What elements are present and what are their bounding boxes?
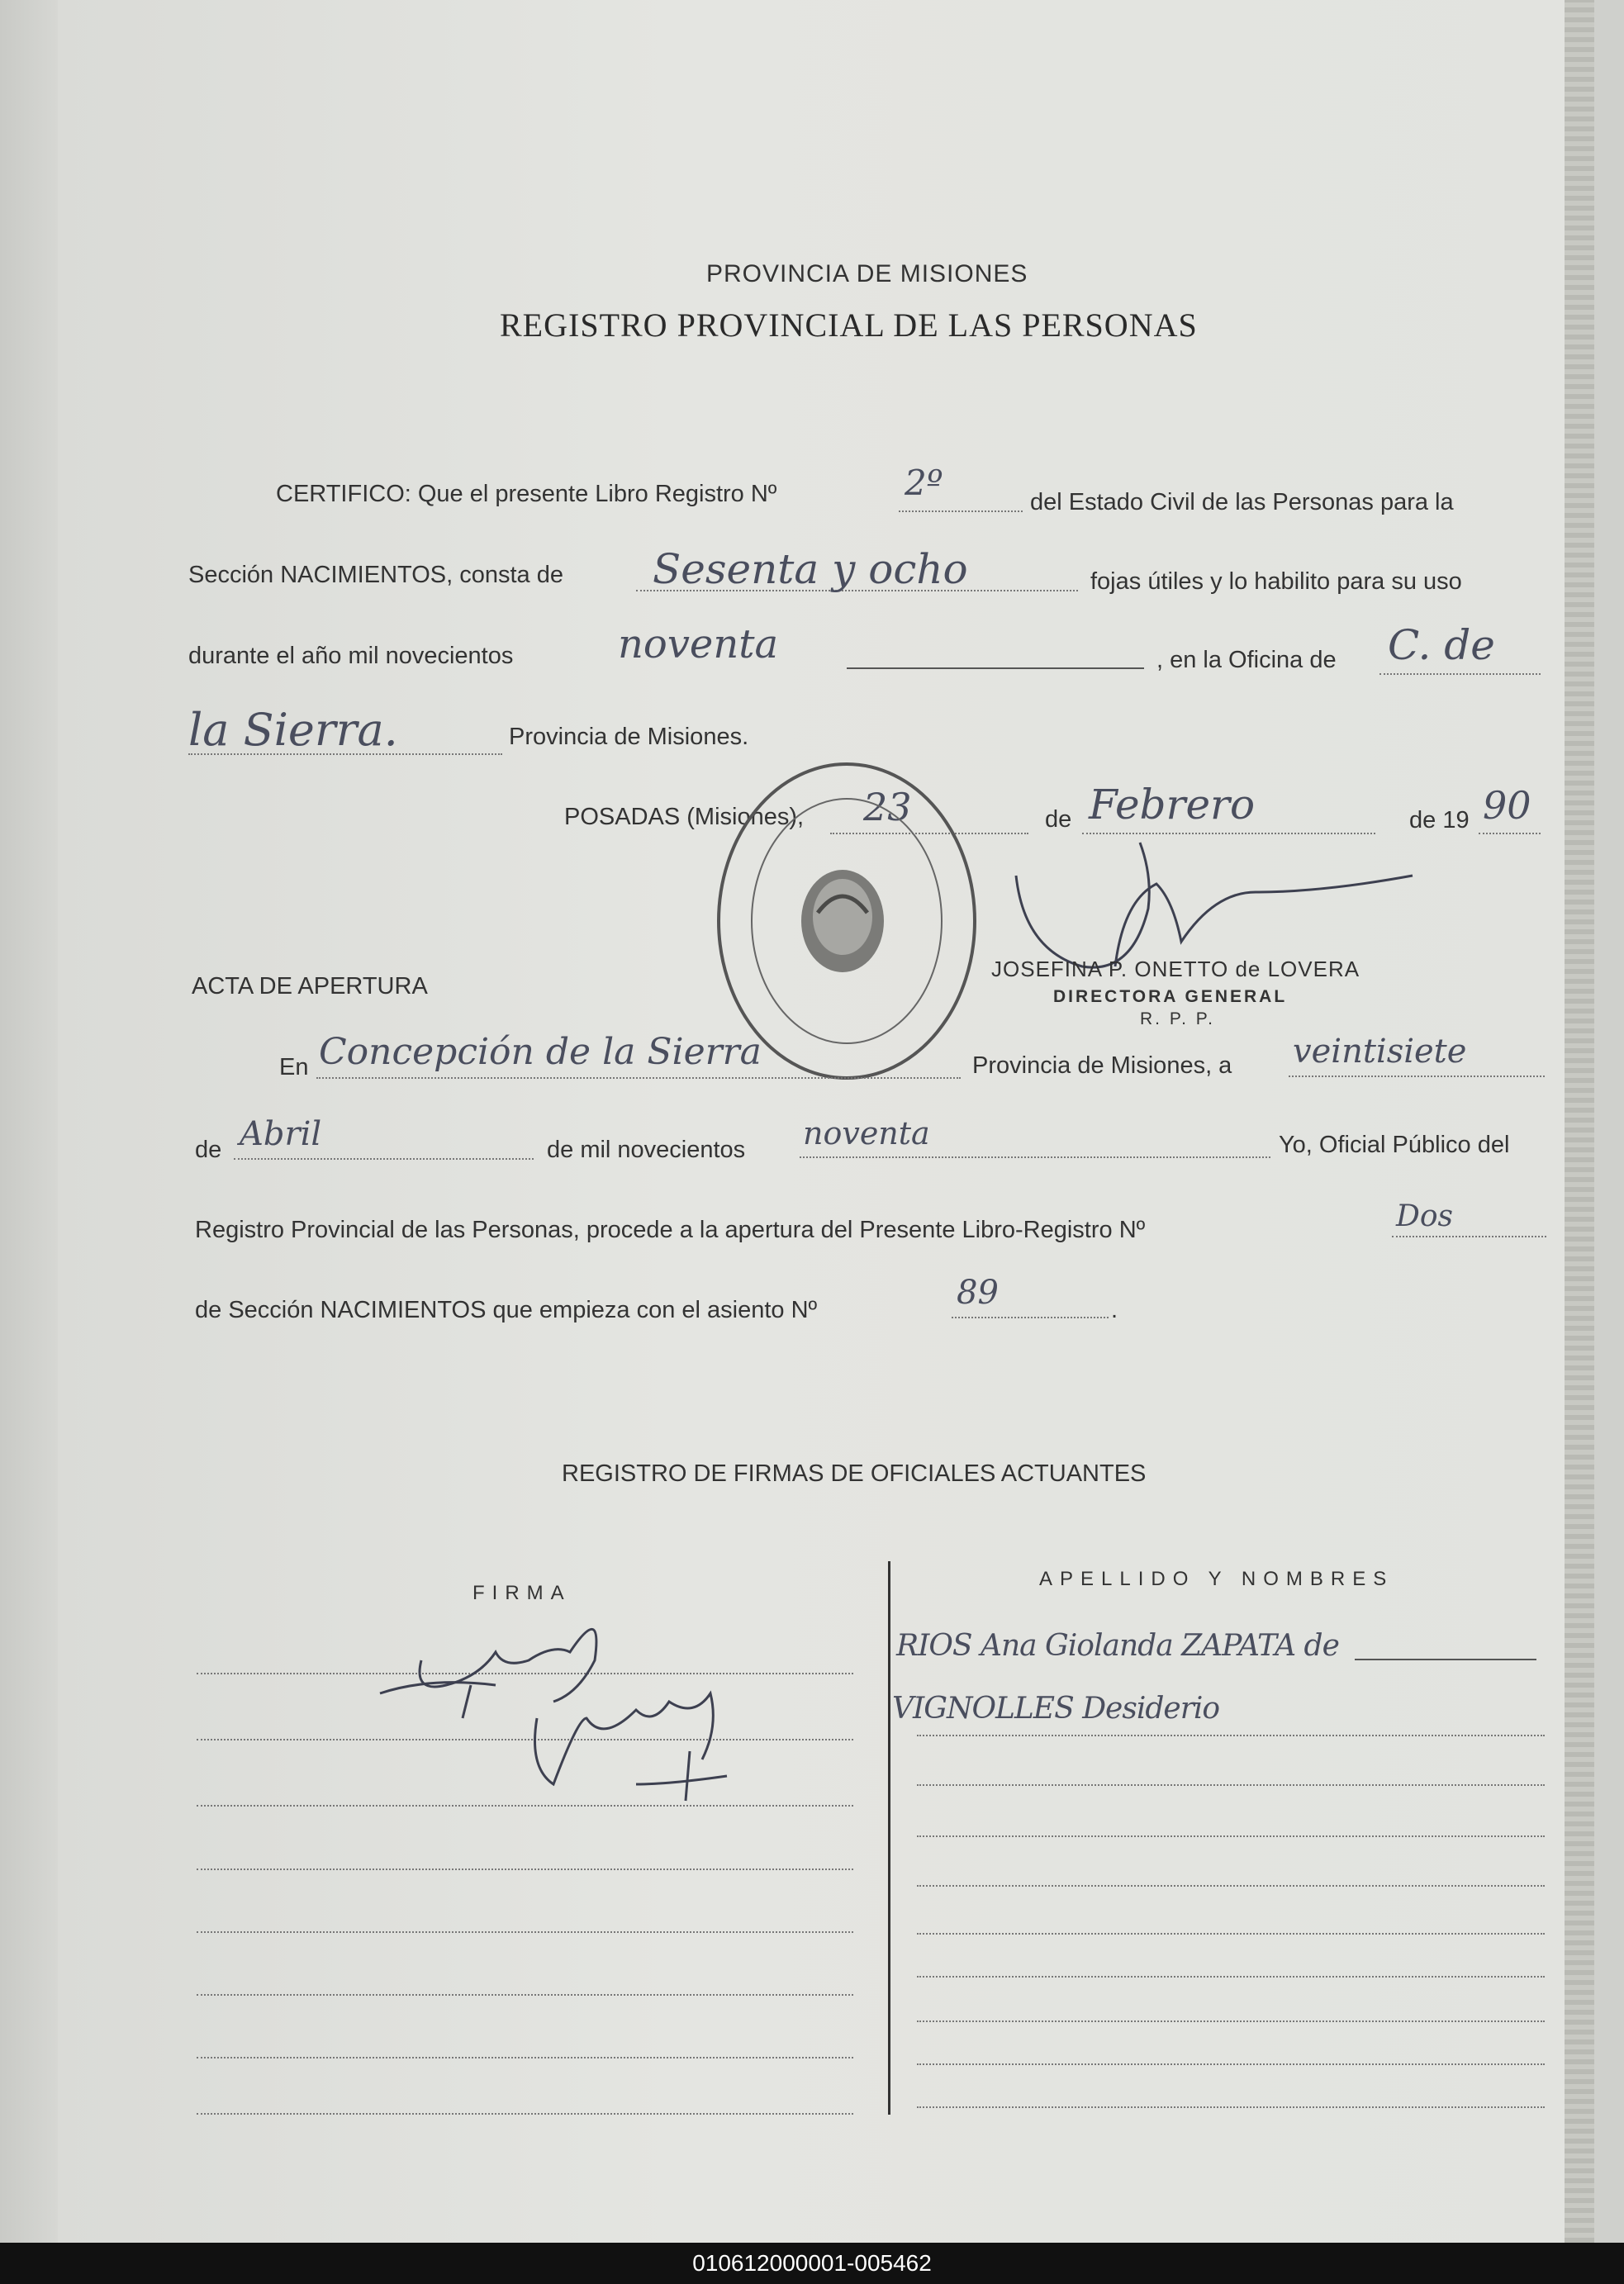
- column-divider: [888, 1561, 890, 2115]
- posadas-anio-line: [1479, 833, 1541, 834]
- anio-line: [847, 667, 1144, 669]
- acta-libro: Dos: [1396, 1199, 1454, 1233]
- oficina-value-2: la Sierra.: [188, 704, 398, 756]
- document-id-footer: 010612000001-005462: [0, 2243, 1624, 2284]
- acta-anio: noventa: [803, 1115, 930, 1151]
- registry-heading: REGISTRO PROVINCIAL DE LAS PERSONAS: [500, 306, 1198, 344]
- libro-no-line: [899, 510, 1023, 512]
- posadas-de-19: de 19: [1409, 807, 1470, 833]
- posadas-dia: 23: [863, 785, 912, 829]
- firmas-title: REGISTRO DE FIRMAS DE OFICIALES ACTUANTES: [562, 1460, 1147, 1487]
- acta-text-3: de Sección NACIMIENTOS que empieza con el asiento Nº: [195, 1297, 818, 1323]
- firma-line: [197, 1994, 853, 1996]
- nombre-line: [917, 1885, 1545, 1887]
- certifico-text-5: durante el año mil novecientos: [188, 643, 514, 669]
- nombre-line: [917, 1933, 1545, 1935]
- acta-yo: Yo, Oficial Público del: [1279, 1132, 1510, 1158]
- acta-provincia: Provincia de Misiones, a: [972, 1052, 1232, 1079]
- certifico-text-1: CERTIFICO: Que el presente Libro Registro Nº: [276, 481, 777, 507]
- certifico-text-3: Sección NACIMIENTOS, consta de: [188, 562, 563, 588]
- acta-libro-line: [1392, 1236, 1546, 1237]
- fojas-value: Sesenta y ocho: [653, 545, 968, 593]
- acta-dot: .: [1111, 1297, 1118, 1323]
- nombre-line: [917, 2063, 1545, 2065]
- firma-line: [197, 1869, 853, 1870]
- firma-line: [197, 2057, 853, 2058]
- oficina-line-1: [1379, 673, 1541, 675]
- province-heading: PROVINCIA DE MISIONES: [706, 260, 1028, 287]
- certifico-text-2: del Estado Civil de las Personas para la: [1030, 489, 1454, 515]
- nombre-line: [917, 2020, 1545, 2022]
- oficina-value-1: C. de: [1388, 621, 1495, 669]
- nombre-line: [917, 1735, 1545, 1736]
- acta-text-2: Registro Provincial de las Personas, procede a la apertura del Presente Libro-Registro Nº: [195, 1217, 1146, 1243]
- posadas-label: POSADAS (Misiones),: [564, 804, 805, 830]
- posadas-mes-line: [1082, 833, 1375, 834]
- nombre-oficial-2: VIGNOLLES Desiderio: [892, 1692, 1220, 1726]
- firma-line: [197, 1931, 853, 1933]
- anio-value: noventa: [618, 621, 779, 667]
- posadas-de: de: [1045, 806, 1072, 833]
- oficina-line-2: [188, 753, 502, 755]
- acta-lugar: Concepción de la Sierra: [319, 1031, 762, 1073]
- acta-anio-line: [800, 1156, 1270, 1158]
- directora-name: JOSEFINA P. ONETTO de LOVERA: [991, 957, 1360, 981]
- nombre-line: [917, 2106, 1545, 2108]
- nombre-line: [917, 1784, 1545, 1786]
- posadas-anio: 90: [1483, 783, 1531, 828]
- libro-no-value: 2º: [905, 463, 943, 503]
- acta-mes-line: [234, 1158, 534, 1160]
- certifico-text-7: Provincia de Misiones.: [509, 724, 749, 750]
- directora-org: R. P. P.: [1140, 1009, 1215, 1028]
- acta-dia: veintisiete: [1293, 1033, 1467, 1071]
- nombre-line: [1355, 1659, 1536, 1660]
- nombre-line: [917, 1976, 1545, 1978]
- posadas-mes: Febrero: [1089, 781, 1256, 829]
- acta-mil: de mil novecientos: [547, 1137, 746, 1163]
- acta-title: ACTA DE APERTURA: [192, 973, 428, 1000]
- acta-de: de: [195, 1137, 222, 1163]
- nombre-oficial-1: RIOS Ana Giolanda ZAPATA de: [896, 1629, 1339, 1663]
- acta-asiento: 89: [957, 1274, 999, 1312]
- acta-dia-line: [1289, 1076, 1545, 1077]
- firma-line: [197, 2113, 853, 2115]
- acta-lugar-line: [316, 1077, 961, 1079]
- page-edge: [1565, 0, 1594, 2243]
- col-firma-header: FIRMA: [472, 1582, 572, 1604]
- acta-mes: Abril: [240, 1115, 322, 1153]
- nombre-line: [917, 1835, 1545, 1837]
- acta-asiento-line: [952, 1317, 1109, 1318]
- oficial-signatures-icon: [372, 1611, 768, 1817]
- certifico-text-6: , en la Oficina de: [1156, 647, 1337, 673]
- col-nombres-header: APELLIDO Y NOMBRES: [1039, 1568, 1394, 1590]
- acta-en: En: [279, 1054, 309, 1080]
- directora-title: DIRECTORA GENERAL: [1053, 987, 1288, 1006]
- certifico-text-4: fojas útiles y lo habilito para su uso: [1090, 568, 1462, 595]
- binding-edge: [0, 0, 59, 2243]
